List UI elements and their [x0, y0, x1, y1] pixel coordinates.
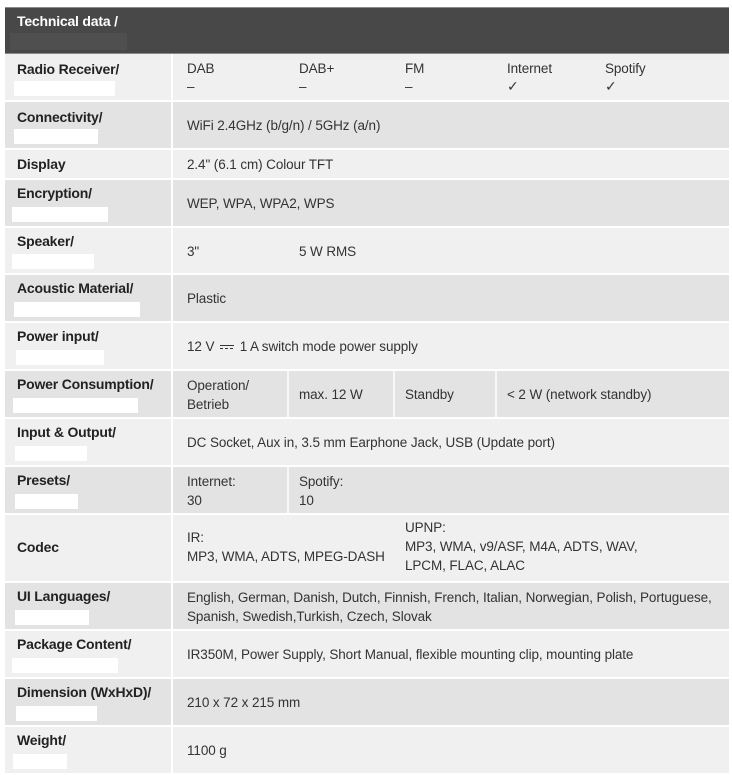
- redacted-translation: [15, 446, 87, 461]
- label-text: Speaker/: [17, 233, 74, 249]
- label-text: UI Languages/: [17, 588, 111, 604]
- redacted-translation: [14, 302, 140, 317]
- connectivity-value: WiFi 2.4GHz (b/g/n) / 5GHz (a/n): [187, 118, 381, 133]
- package-value: IR350M, Power Supply, Short Manual, flexible mounting clip, mounting plate: [187, 647, 634, 662]
- radio-spotify-label: Spotify: [605, 61, 646, 76]
- row-label: [5, 323, 173, 369]
- label-text: Encryption/: [17, 185, 92, 201]
- redacted-translation: [14, 129, 98, 144]
- label-text: Dimension (WxHxD)/: [17, 684, 152, 700]
- radio-dab-label: DAB: [187, 61, 215, 76]
- presets-internet-label: Internet:: [187, 474, 236, 489]
- radio-fm-value: –: [405, 79, 413, 94]
- weight-value: 1100 g: [187, 743, 227, 758]
- power-input-value: [187, 337, 418, 356]
- label-text: Presets/: [17, 472, 70, 488]
- row-package-content: [5, 631, 729, 679]
- presets-spotify-label: Spotify:: [299, 474, 344, 489]
- presets-internet-value: 30: [187, 493, 202, 508]
- speaker-size: 3": [187, 244, 200, 259]
- redacted-translation: [16, 706, 97, 721]
- redacted-translation: [12, 658, 118, 673]
- label-text: Weight/: [17, 732, 66, 748]
- row-label: [5, 583, 173, 629]
- languages-line1: English, German, Danish, Dutch, Finnish, French, Italian, Norwegian, Polish, Portuguese,: [187, 590, 712, 605]
- row-label: [5, 54, 173, 100]
- divider: [287, 467, 289, 513]
- redacted-subtitle: [10, 33, 127, 50]
- redacted-translation: [15, 494, 78, 509]
- table-title: Technical data /: [17, 13, 118, 29]
- label-text: Display: [17, 156, 66, 172]
- standby-label: Standby: [405, 387, 454, 402]
- languages-line2: Spanish, Swedish,Turkish, Czech, Slovak: [187, 609, 432, 624]
- redacted-translation: [13, 398, 138, 413]
- row-connectivity: [5, 102, 729, 150]
- technical-data-table: [5, 7, 729, 775]
- row-dimension: [5, 679, 729, 727]
- divider: [495, 371, 497, 417]
- row-label: [5, 679, 173, 725]
- voltage-text: 12 V: [187, 339, 215, 354]
- redacted-translation: [14, 81, 115, 96]
- operation-label-line1: Operation/: [187, 378, 250, 393]
- row-presets: [5, 467, 729, 515]
- dc-current-icon: [220, 344, 234, 351]
- row-label: [5, 631, 173, 677]
- label-text: Package Content/: [17, 636, 132, 652]
- radio-dabplus-value: –: [299, 79, 307, 94]
- row-encryption: [5, 180, 729, 228]
- radio-dab-value: –: [187, 79, 195, 94]
- row-ui-languages: [5, 583, 729, 631]
- row-label: [5, 727, 173, 773]
- presets-spotify-value: 10: [299, 493, 314, 508]
- row-label: [5, 515, 173, 581]
- table-header: [5, 7, 729, 54]
- row-display: [5, 150, 729, 180]
- acoustic-value: Plastic: [187, 291, 227, 306]
- current-text: 1 A switch mode power supply: [239, 339, 418, 354]
- label-text: Radio Receiver/: [17, 61, 120, 77]
- speaker-power: 5 W RMS: [299, 244, 357, 259]
- operation-label-line2: Betrieb: [187, 397, 230, 412]
- row-label: [5, 180, 173, 226]
- redacted-translation: [12, 207, 108, 222]
- row-label: [5, 275, 173, 321]
- row-input-output: [5, 419, 729, 467]
- radio-internet-label: Internet: [507, 61, 552, 76]
- label-text: Acoustic Material/: [17, 280, 134, 296]
- row-power-consumption: [5, 371, 729, 419]
- row-label: [5, 102, 173, 148]
- standby-value: < 2 W (network standby): [507, 387, 652, 402]
- check-icon: ✓: [507, 78, 519, 94]
- radio-fm-label: FM: [405, 61, 425, 76]
- codec-upnp-line2: LPCM, FLAC, ALAC: [405, 558, 525, 573]
- label-text: Codec: [17, 539, 59, 555]
- check-icon: ✓: [605, 78, 617, 94]
- row-acoustic-material: [5, 275, 729, 323]
- label-text: Connectivity/: [17, 109, 103, 125]
- codec-ir-label: IR:: [187, 530, 204, 545]
- label-text: Power input/: [17, 328, 99, 344]
- radio-dabplus-label: DAB+: [299, 61, 335, 76]
- codec-upnp-line1: MP3, WMA, v9/ASF, M4A, ADTS, WAV,: [405, 539, 638, 554]
- codec-ir-value: MP3, WMA, ADTS, MPEG-DASH: [187, 549, 385, 564]
- encryption-value: WEP, WPA, WPA2, WPS: [187, 196, 335, 211]
- row-label: [5, 419, 173, 465]
- row-radio-receiver: [5, 54, 729, 102]
- row-label: [5, 150, 173, 178]
- input-output-value: DC Socket, Aux in, 3.5 mm Earphone Jack, USB (Update port): [187, 435, 555, 450]
- row-power-input: [5, 323, 729, 371]
- display-value: 2.4" (6.1 cm) Colour TFT: [187, 157, 334, 172]
- row-label: [5, 371, 173, 417]
- label-text: Power Consumption/: [17, 376, 154, 392]
- row-weight: [5, 727, 729, 775]
- redacted-translation: [16, 350, 104, 365]
- operation-value: max. 12 W: [299, 387, 363, 402]
- row-label: [5, 228, 173, 273]
- divider: [393, 371, 395, 417]
- row-codec: [5, 515, 729, 583]
- row-speaker: [5, 228, 729, 275]
- redacted-translation: [15, 610, 89, 625]
- label-text: Input & Output/: [17, 424, 116, 440]
- codec-upnp-label: UPNP:: [405, 520, 446, 535]
- row-label: [5, 467, 173, 513]
- redacted-translation: [13, 754, 67, 769]
- redacted-translation: [12, 254, 94, 269]
- divider: [287, 371, 289, 417]
- dimension-value: 210 x 72 x 215 mm: [187, 695, 301, 710]
